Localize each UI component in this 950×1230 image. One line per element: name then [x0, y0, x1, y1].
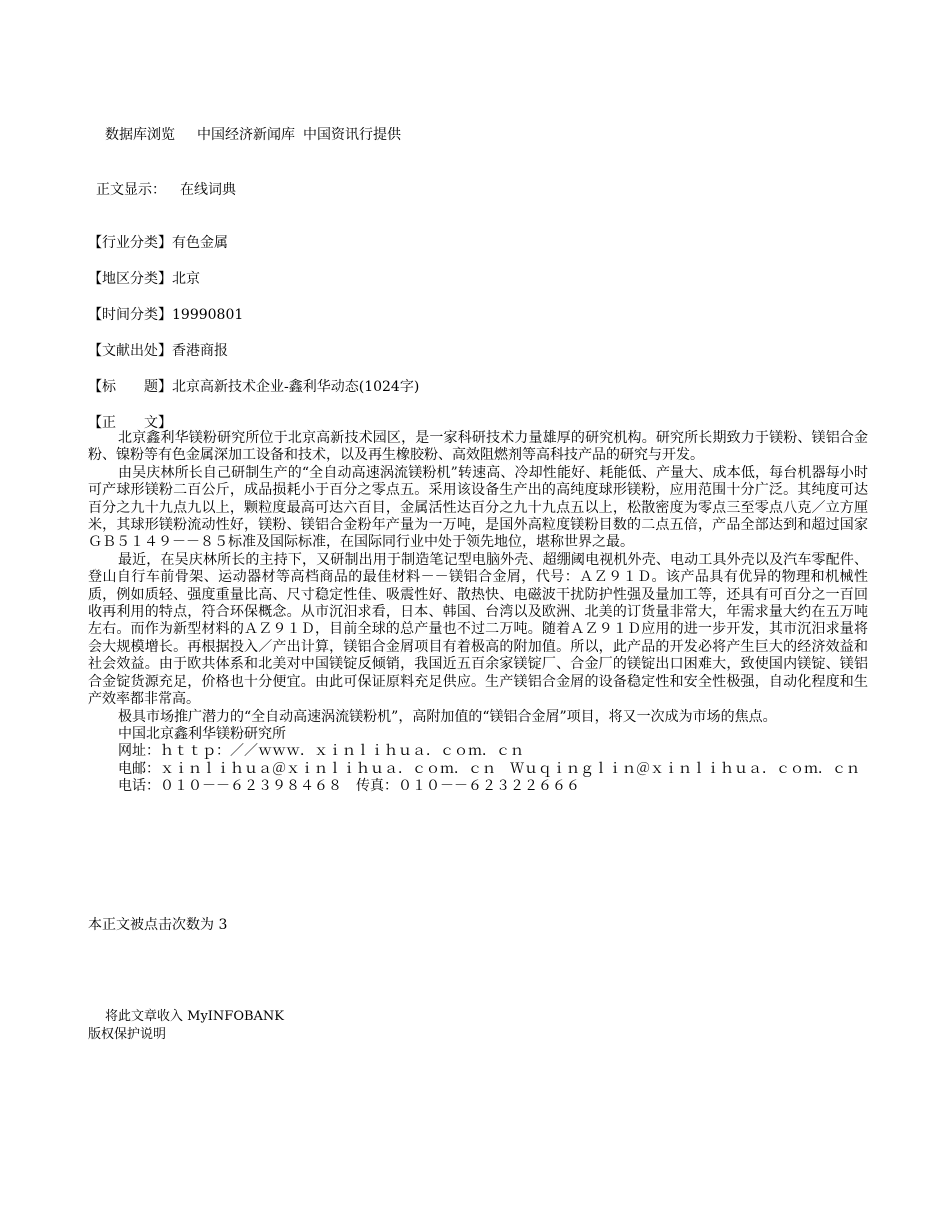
provider-text: 中国资讯行提供	[303, 127, 401, 143]
copyright-link[interactable]: 版权保护说明	[88, 1027, 167, 1042]
database-name: 中国经济新闻库	[197, 127, 295, 143]
collect-myinfobank-link[interactable]: 将此文章收入 MyINFOBANK	[105, 1009, 285, 1024]
article-paragraph: 北京鑫利华镁粉研究所位于北京高新技术园区，是一家科研技术力量雄厚的研究机构。研究所长期致力于镁粉、镁铝合金粉、镍粉等有色金属深加工设备和技术，以及再生橡胶粉、高效阻燃剂等高科技产品的研究与开发。	[88, 430, 868, 464]
meta-industry: 【行业分类】有色金属	[88, 235, 228, 251]
website-line: 网址：ｈｔｔｐ：／／ｗｗｗ．ｘｉｎｌｉｈｕａ．ｃｏｍ．ｃｎ	[118, 743, 524, 760]
article-paragraph: 最近，在吴庆林所长的主持下，又研制出用于制造笔记型电脑外壳、超绷阈电视机外壳、电动工具外壳以及汽车零配件、登山自行车前骨架、运动器材等高档商品的最佳材料－－镁铝合金屑，代号：ＡＺ９１Ｄ。该产品具有优异的物理和机械性质，例如质轻、强度重量比高、尺寸稳定性佳、吸震性好、散热快、电磁波干扰防护性强及量加工等，还具有可百分之一百回收再利用的特点，符合环保概念。从市沉汨求看，日本、韩国、台湾以及欧洲、北美的订货量非常大，年需求量大约在五万吨左右。而作为新型材料的ＡＺ９１Ｄ，目前全球的总产量也不过二万吨。随着ＡＺ９１Ｄ应用的进一步开发，其市沉汨求量将会大规模增长。再根据投入／产出计算，镁铝合金屑项目有着极高的附加值。所以，此产品的开发必将产生巨大的经济效益和社会效益。由于欧共体系和北美对中国镁锭反倾销，我国近五百余家镁锭厂、合金厂的镁锭出口困难大，致使国内镁锭、镁铝合金锭货源充足，价格也十分便宜。由此可保证原料充足供应。生产镁铝合金屑的设备稳定性和安全性极强，自动化程度和生产效率都非常高。	[88, 551, 868, 708]
phone-line: 电话：０１０－－６２３９８４６８ 传真：０１０－－６２３２２６６６	[118, 778, 580, 795]
text-display-bar	[96, 179, 236, 199]
email-line: 电邮：ｘｉｎｌｉｈｕａ＠ｘｉｎｌｉｈｕａ．ｃｏｍ．ｃｎ Ｗｕｑｉｎｇｌｉｎ＠ｘｉｎｌｉｈｕａ．ｃｏｍ．ｃｎ	[118, 760, 860, 777]
article-paragraph: 由吴庆林所长自己研制生产的“全自动高速涡流镁粉机”转速高、冷却性能好、耗能低、产量大、成本低，每台机器每小时可产球形镁粉二百公斤，成品损耗小于百分之零点五。采用该设备生产出的高纯度球形镁粉，应用范围十分广泛。其纯度可达百分之九十九点九以上，颗粒度最高可达六百目，金属活性达百分之九十九点五以上，松散密度为零点三至零点八克／立方厘米，其球形镁粉流动性好，镁粉、镁铝合金粉年产量为一万吨，是国外高粒度镁粉目数的二点五倍，产品全部达到和超过国家ＧＢ５１４９－－８５标准及国际标准，在国际同行业中处于领先地位，堪称世界之最。	[88, 464, 868, 551]
collect-line	[105, 1005, 284, 1024]
article-paragraph: 极具市场推广潜力的“全自动高速涡流镁粉机”，高附加值的“镁铝合金屑”项目，将又一次成为市场的焦点。	[118, 708, 777, 725]
top-nav	[105, 124, 401, 144]
meta-source: 【文献出处】香港商报	[88, 343, 228, 359]
article-body	[88, 430, 868, 796]
database-browse-link[interactable]: 数据库浏览	[105, 127, 175, 143]
meta-title: 【标 题】北京高新技术企业-鑫利华动态(1024字)	[88, 379, 420, 395]
hit-count: 本正文被点击次数为 3	[88, 917, 228, 933]
org-name: 中国北京鑫利华镁粉研究所	[118, 725, 286, 742]
meta-time: 【时间分类】19990801	[88, 307, 244, 323]
body-label: 【正 文】	[88, 415, 172, 431]
text-display-label: 正文显示：	[96, 182, 166, 198]
meta-region: 【地区分类】北京	[88, 271, 200, 287]
online-dictionary-link[interactable]: 在线词典	[180, 182, 236, 198]
